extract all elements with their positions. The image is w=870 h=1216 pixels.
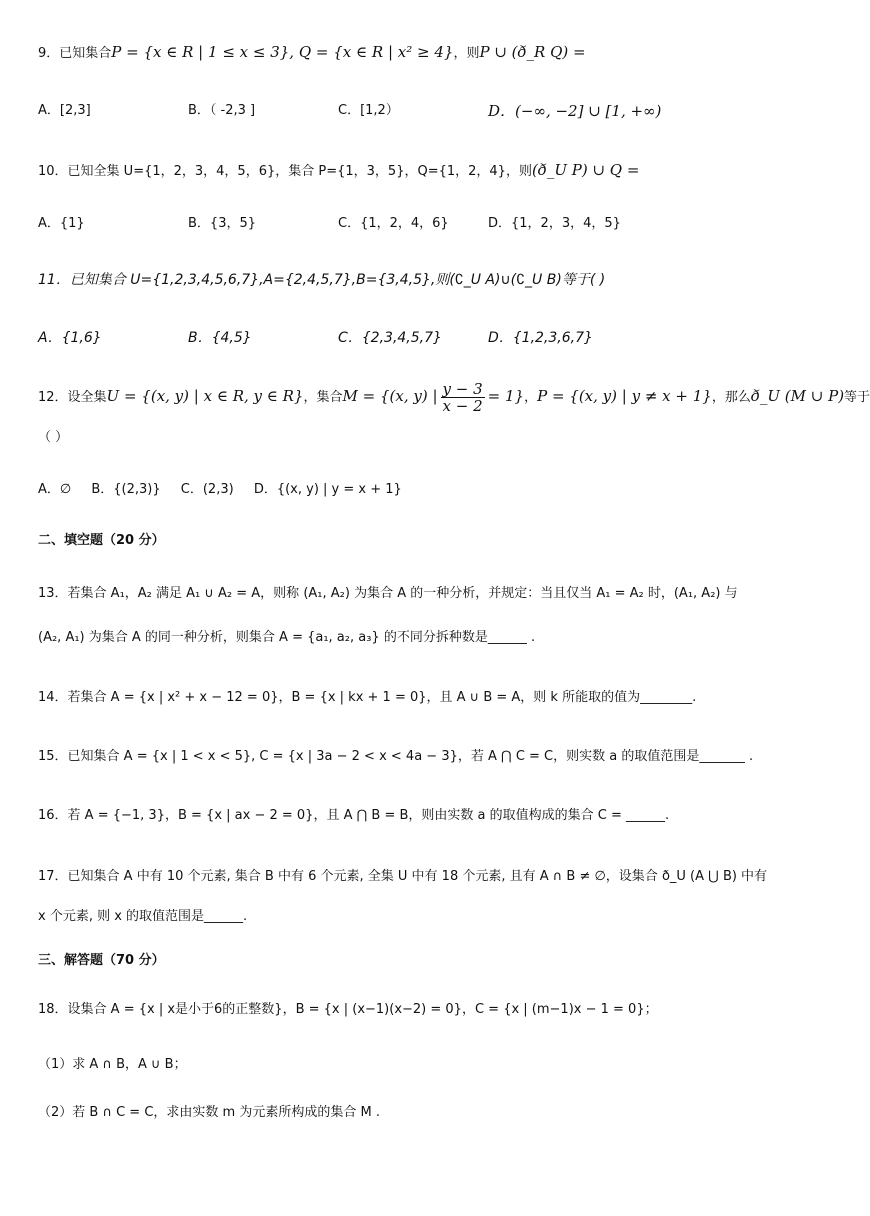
question-14: 14．若集合 A = {x | x² + x − 12 = 0}，B = {x | kx + 1 = 0}，且 A ∪ B = A，则 k 所能取的值为________. bbox=[38, 690, 697, 705]
question-9-options bbox=[38, 101, 828, 121]
section-answer-title: 三、解答题（70 分） bbox=[38, 953, 165, 968]
q10-option-c[interactable]: C．{1，2，4，6} bbox=[338, 216, 449, 231]
question-12-options bbox=[38, 480, 402, 500]
q11-option-b[interactable]: B．{4,5} bbox=[188, 330, 252, 346]
question-18-part2: （2）若 B ∩ C = C，求由实数 m 为元素所构成的集合 M . bbox=[38, 1105, 380, 1120]
q10-expression: (ð_U P) ∪ Q = bbox=[531, 161, 640, 179]
section-fill-in-title: 二、填空题（20 分） bbox=[38, 533, 165, 548]
q9-sets: P = {x ∈ R | 1 ≤ x ≤ 3}, Q = {x ∈ R | x² ≥ 4} bbox=[111, 43, 454, 61]
question-11-options bbox=[38, 328, 828, 348]
question-17-line2: x 个元素, 则 x 的取值范围是______. bbox=[38, 909, 248, 924]
q12-fraction: $\frac{y - 3}{x - 2}$ bbox=[442, 380, 483, 415]
question-17-line1: 17．已知集合 A 中有 10 个元素, 集合 B 中有 6 个元素, 全集 U 中有 18 个元素, 且有 A ∩ B ≠ ∅，设集合 ð_U (A ⋃ B) 中有 bbox=[38, 869, 768, 884]
question-10-stem: 10．已知全集 U={1，2，3，4，5，6}，集合 P={1，3，5}，Q={1，2，4}，则(ð_U P) ∪ Q = bbox=[38, 161, 640, 179]
q12-expression: ð_U (M ∪ P) bbox=[750, 387, 845, 405]
q11-option-a[interactable]: A．{1,6} bbox=[38, 330, 102, 346]
question-11-stem: 11．已知集合 U={1,2,3,4,5,6,7},A={2,4,5,7},B={3,4,5},则(∁_U A)∪(∁_U B)等于( ) bbox=[38, 272, 606, 288]
q10-option-a[interactable]: A．{1} bbox=[38, 216, 85, 231]
q12-option-c[interactable]: C．(2,3) bbox=[180, 482, 234, 497]
q9-option-a[interactable]: A．[2,3] bbox=[38, 103, 91, 118]
q12-option-a[interactable]: A．∅ bbox=[38, 482, 72, 497]
q9-option-b[interactable]: B．（ -2,3 ] bbox=[188, 103, 256, 118]
question-9-stem: 9．已知集合P = {x ∈ R | 1 ≤ x ≤ 3}, Q = {x ∈ R | x² ≥ 4}，则P ∪ (ð_R Q) = bbox=[38, 43, 586, 61]
question-15: 15．已知集合 A = {x | 1 < x < 5}, C = {x | 3a − 2 < x < 4a − 3}，若 A ⋂ C = C，则实数 a 的取值范围是_______ . bbox=[38, 749, 754, 764]
q12-option-d[interactable]: D．{(x, y) | y = x + 1} bbox=[253, 482, 402, 497]
q12-universal-set: U = {(x, y) | x ∈ R, y ∈ R} bbox=[106, 387, 304, 405]
question-13-line2: (A₂, A₁) 为集合 A 的同一种分析，则集合 A = {a₁, a₂, a₃} 的不同分拆种数是______ . bbox=[38, 630, 536, 645]
question-18-part1: （1）求 A ∩ B，A ∪ B； bbox=[38, 1057, 187, 1072]
q10-option-d[interactable]: D．{1，2，3，4，5} bbox=[488, 216, 621, 231]
q10-option-b[interactable]: B．{3，5} bbox=[188, 216, 257, 231]
q12-paren: （ ） bbox=[38, 430, 69, 445]
q9-option-d[interactable]: D．(−∞, −2] ∪ [1, +∞) bbox=[488, 102, 662, 120]
q12-option-b[interactable]: B．{(2,3)} bbox=[91, 482, 161, 497]
q9-option-c[interactable]: C．[1,2） bbox=[338, 103, 399, 118]
question-12-stem: 12．设全集U = {(x, y) | x ∈ R, y ∈ R}，集合M = {(x, y) | $\frac{y - 3}{x - 2}$ = 1}，P = {(x, y) | y ≠ x + 1}，那么ð_U (M ∪ P)等于 bbox=[38, 380, 870, 415]
question-18-stem: 18．设集合 A = {x | x是小于6的正整数}，B = {x | (x−1)(x−2) = 0}，C = {x | (m−1)x − 1 = 0}； bbox=[38, 1002, 658, 1017]
q12-set-p: P = {(x, y) | y ≠ x + 1} bbox=[537, 387, 712, 405]
q11-option-c[interactable]: C．{2,3,4,5,7} bbox=[338, 330, 442, 346]
question-10-options bbox=[38, 214, 828, 234]
q11-option-d[interactable]: D．{1,2,3,6,7} bbox=[488, 330, 593, 346]
q9-expression: P ∪ (ð_R Q) = bbox=[479, 43, 586, 61]
question-13-line1: 13．若集合 A₁，A₂ 满足 A₁ ∪ A₂ = A，则称 (A₁, A₂) 为集合 A 的一种分析，并规定：当且仅当 A₁ = A₂ 时，(A₁, A₂) 与 bbox=[38, 586, 738, 601]
question-16: 16．若 A = {−1, 3}，B = {x | ax − 2 = 0}，且 A ⋂ B = B，则由实数 a 的取值构成的集合 C = ______. bbox=[38, 808, 670, 823]
